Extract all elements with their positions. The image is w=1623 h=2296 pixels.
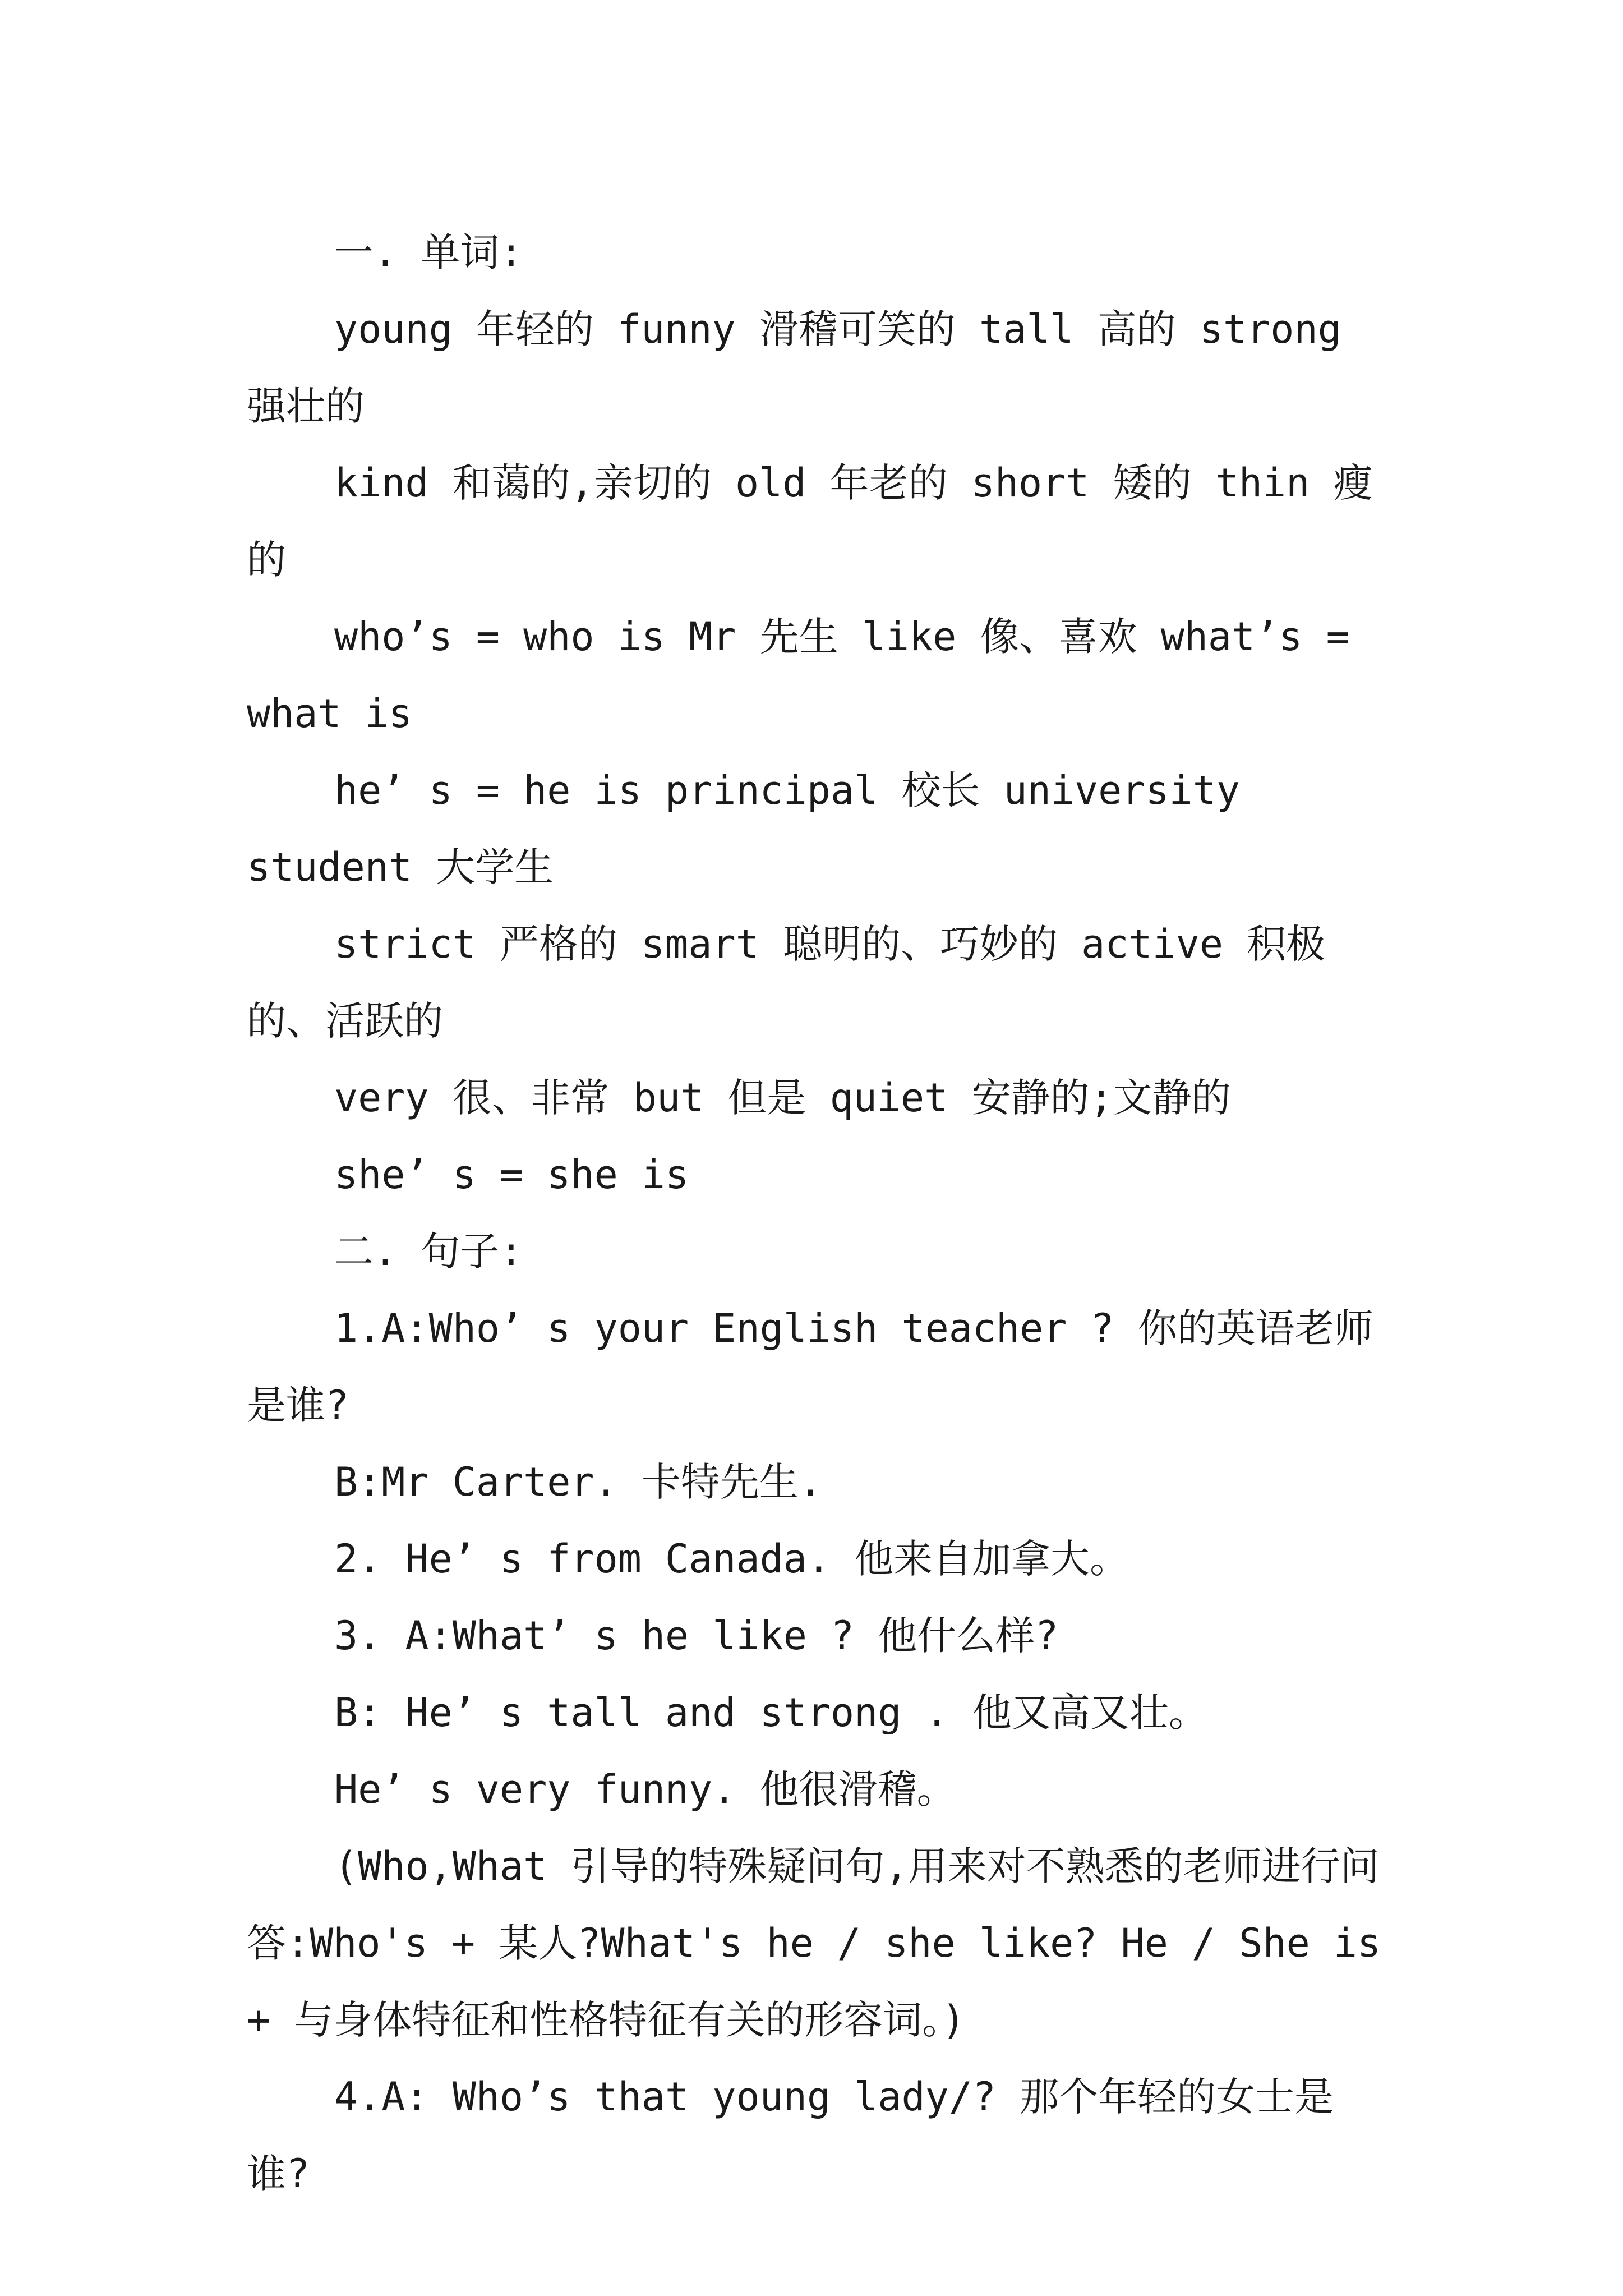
document-body bbox=[247, 214, 1405, 2212]
sentence-line: 1.A:Who’ s your English teacher ? 你的英语老师是谁? bbox=[247, 1305, 1373, 1428]
vocabulary-line: she’ s = she is bbox=[334, 1152, 689, 1198]
sentence-line: 3. A:What’ s he like ? 他什么样? bbox=[334, 1613, 1059, 1659]
sentence-line: He’ s very funny. 他很滑稽。 bbox=[334, 1766, 956, 1812]
vocabulary-line: very 很、非常 but 但是 quiet 安静的;文静的 bbox=[334, 1075, 1231, 1121]
grammar-note: (Who,What 引导的特殊疑问句,用来对不熟悉的老师进行问答:Who's + 某人?What's he / she like? He / She is + 与身体特征和性格特征有关的形容词。) bbox=[247, 1843, 1405, 2043]
vocabulary-line: kind 和蔼的,亲切的 old 年老的 short 矮的 thin 瘦的 bbox=[247, 460, 1373, 583]
sentence-line: 2. He’ s from Canada. 他来自加拿大。 bbox=[334, 1536, 1129, 1582]
vocabulary-line: strict 严格的 smart 聪明的、巧妙的 active 积极的、活跃的 bbox=[247, 921, 1326, 1044]
vocabulary-line: young 年轻的 funny 滑稽可笑的 tall 高的 strong 强壮的 bbox=[247, 306, 1365, 429]
section-heading-vocabulary: 一. 单词: bbox=[334, 229, 523, 275]
vocabulary-line: who’s = who is Mr 先生 like 像、喜欢 what’s = what is bbox=[247, 614, 1373, 737]
sentence-line: B:Mr Carter. 卡特先生. bbox=[334, 1459, 823, 1505]
sentence-line: 4.A: Who’s that young lady/? 那个年轻的女士是谁? bbox=[247, 2074, 1334, 2197]
vocabulary-line: he’ s = he is principal 校长 university student 大学生 bbox=[247, 767, 1264, 890]
sentence-line: B: He’ s tall and strong . 他又高又壮。 bbox=[334, 1690, 1208, 1736]
section-heading-sentences: 二. 句子: bbox=[334, 1228, 523, 1274]
